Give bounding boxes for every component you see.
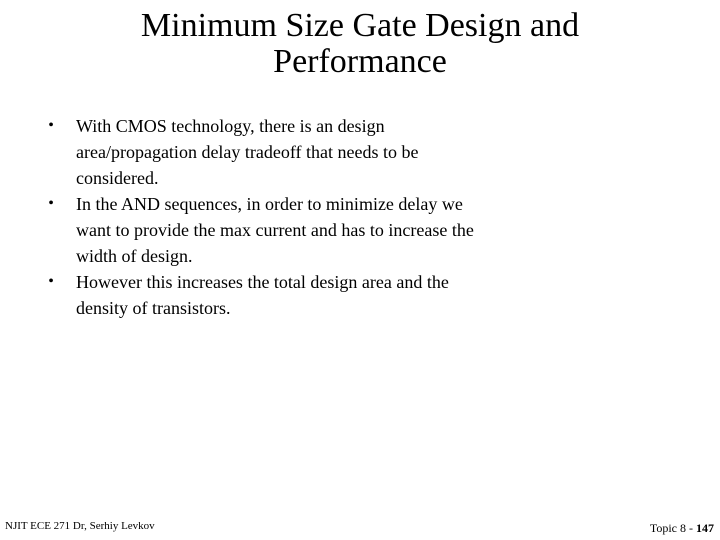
bullet-text: In the AND sequences, in order to minimize delay we want to provide the max current and has to increase the width of design. [76, 194, 474, 266]
footer-page-number: 147 [696, 521, 714, 535]
footer-course-credit: NJIT ECE 271 Dr, Serhiy Levkov [5, 520, 155, 532]
bullet-item [44, 269, 494, 321]
bullet-item [44, 113, 494, 191]
bullet-list [44, 113, 494, 321]
bullet-text: However this increases the total design area and the density of transistors. [76, 272, 449, 318]
bullet-dot-icon: • [48, 195, 54, 212]
bullet-dot-icon: • [48, 117, 54, 134]
slide-title [60, 8, 660, 80]
bullet-dot-icon: • [48, 273, 54, 290]
footer-topic-label: Topic 8 - [649, 521, 696, 535]
bullet-text: With CMOS technology, there is an design area/propagation delay tradeoff that needs to be considered. [76, 116, 419, 188]
title-line-2: Performance [273, 43, 447, 80]
title-line-1: Minimum Size Gate Design and [140, 7, 580, 44]
footer-page-indicator [650, 521, 714, 535]
bullet-item [44, 191, 494, 269]
